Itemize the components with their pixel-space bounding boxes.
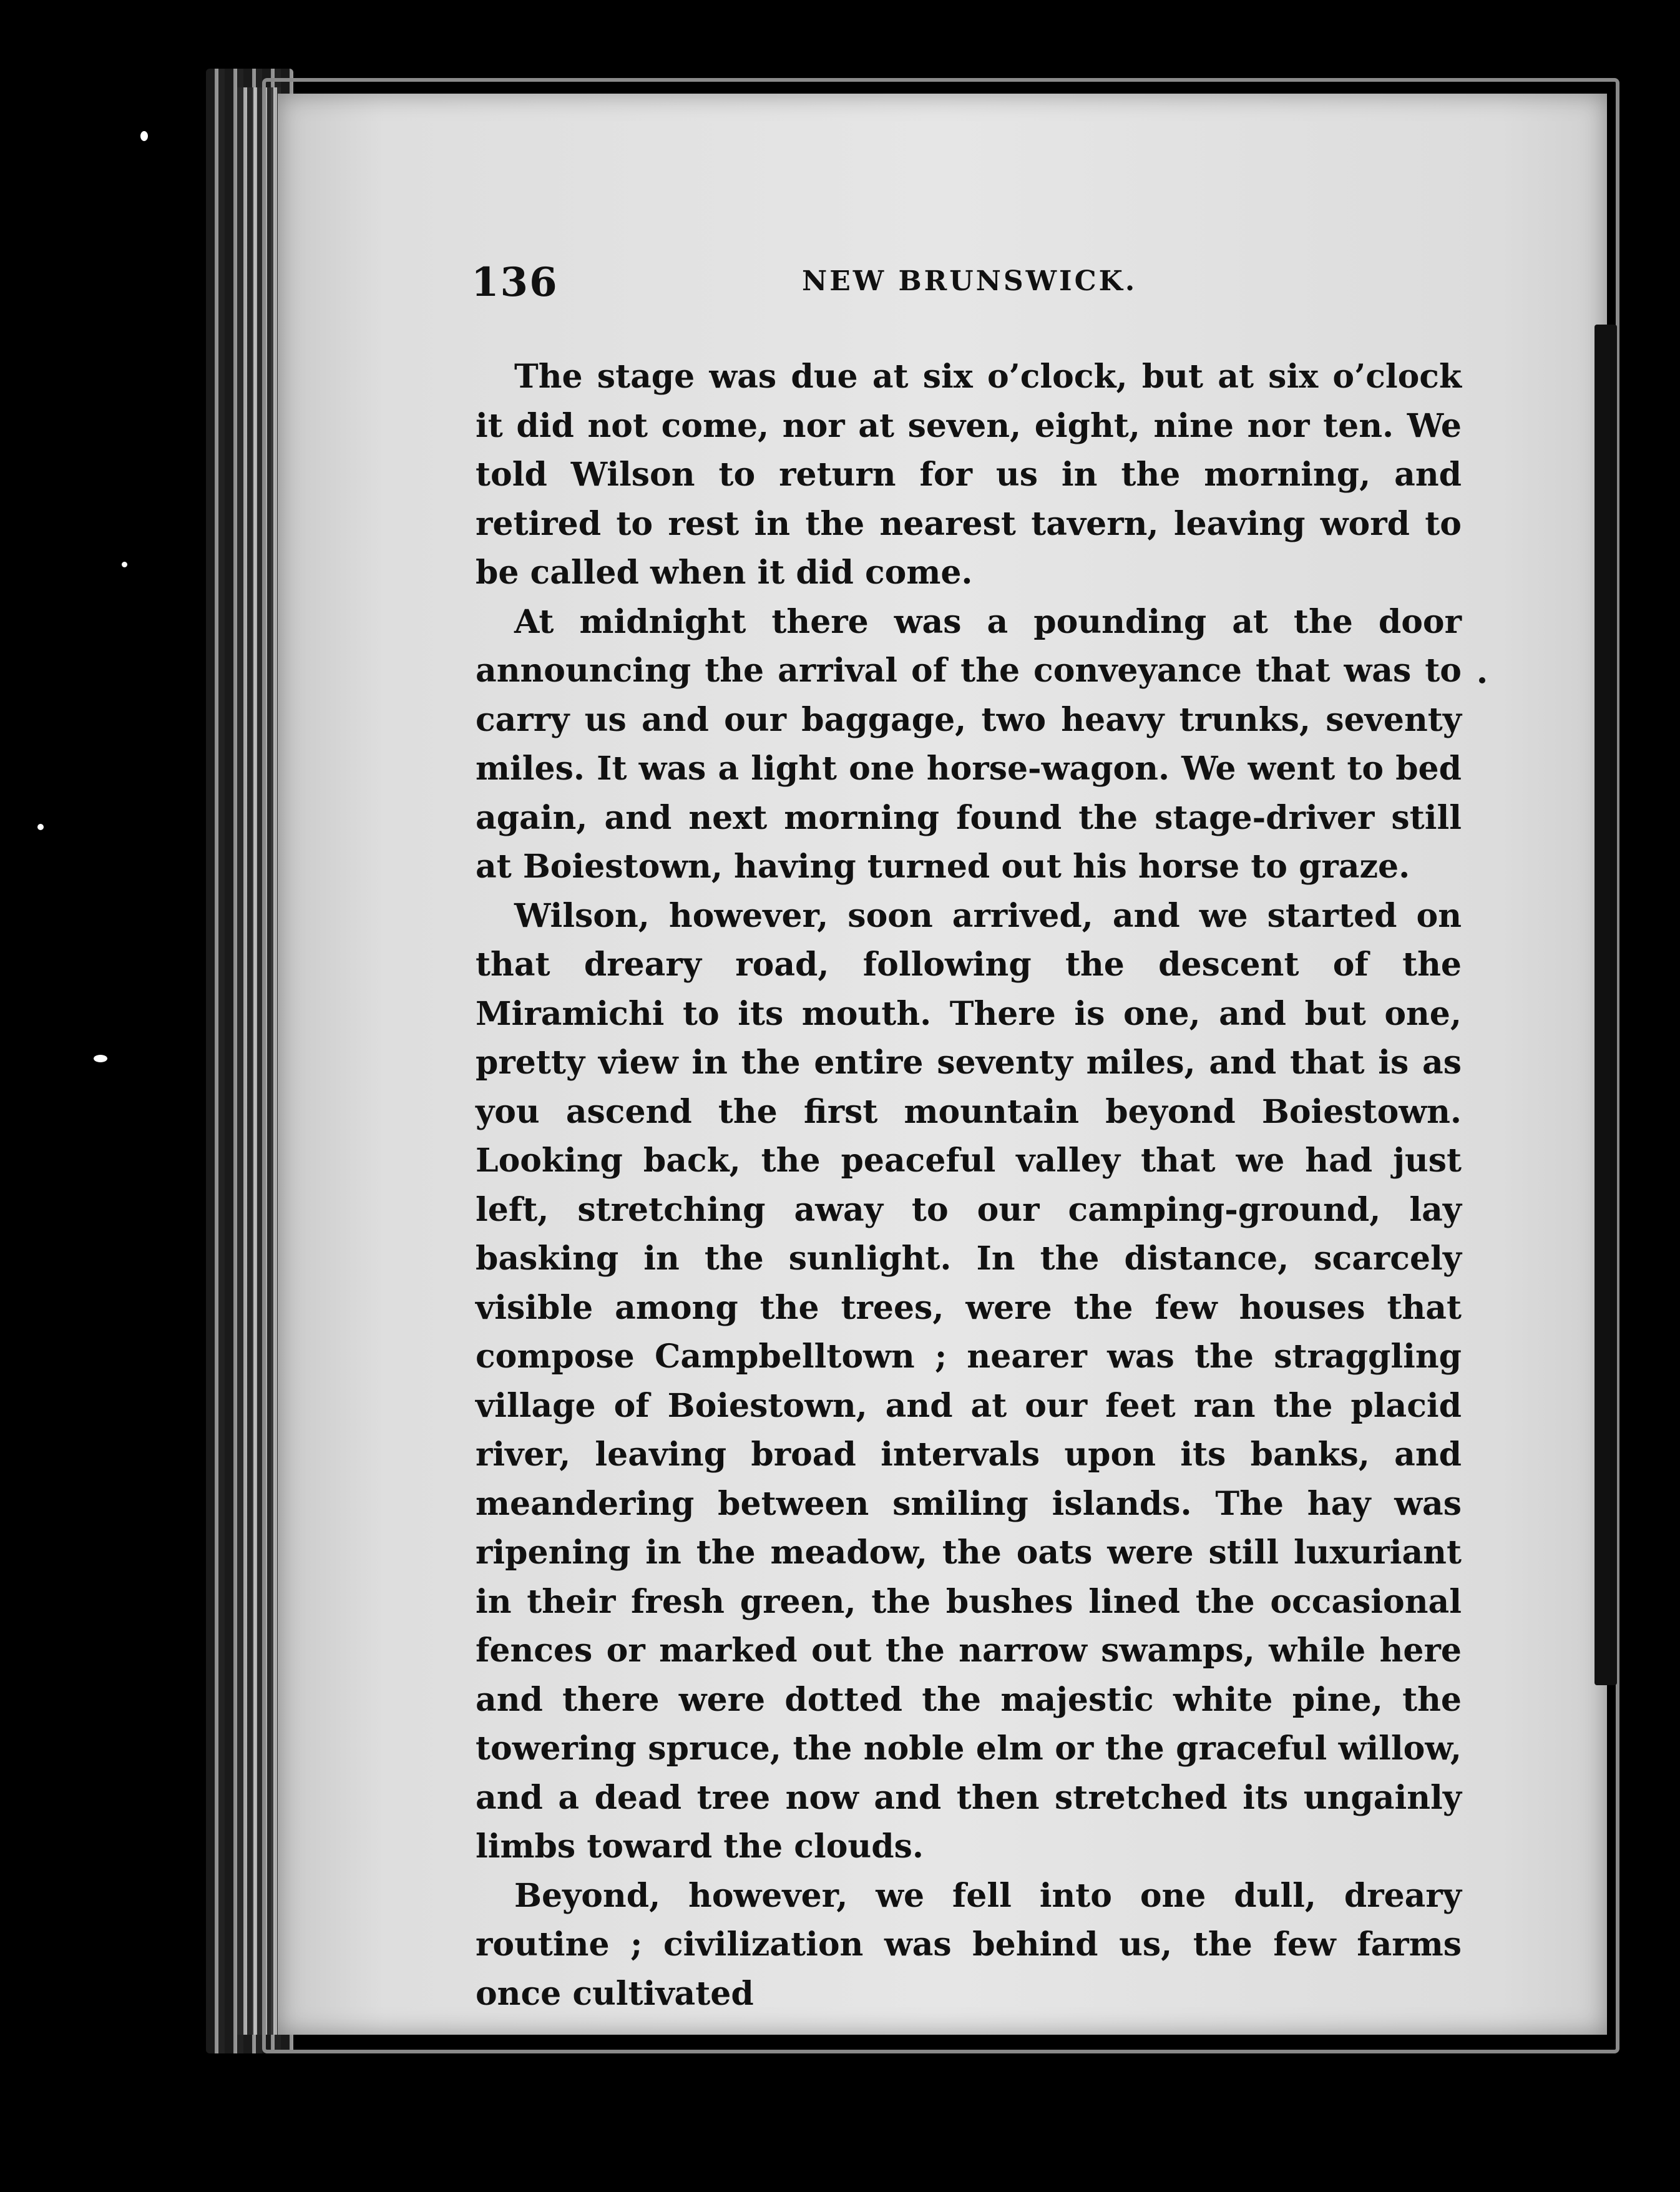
paragraph-1: The stage was due at six o’clock, but at six o’clock it did not come, nor at seven, eight, nine nor ten. We told Wilson to return for us in the morning, and retired to rest in the nearest tavern, leaving word to be called when it did come. [476,358,1462,592]
paragraph-2: At midnight there was a pounding at the door announcing the arrival of the conveyance that was to carry us and our baggage, two heavy trunks, seventy miles. It was a light one horse-wagon. We went to bed again, and next morning found the stage-driver still at Boiestown, having turned out his horse to graze. [476,602,1462,886]
page-header [471,259,1463,315]
scan-speck [37,824,44,830]
scan-speck [122,562,127,567]
scan-speck [1479,677,1485,683]
body-text [476,353,1462,2018]
paragraph-4: Beyond, however, we fell into one dull, dreary routine ; civilization was behind us, the few farms once cultivated [476,1876,1462,2013]
running-head: NEW BRUNSWICK. [802,265,1138,297]
page-number: 136 [471,259,559,306]
scan-speck [94,1055,107,1062]
paragraph-3: Wilson, however, soon arrived, and we started on that dreary road, following the descent of the Miramichi to its mouth. There is one, and but one, pretty view in the entire seventy miles, and that is as you ascend the first mountain beyond Boiestown. Looking back, the peaceful valley that we had just left, stretching away to our camping-ground, lay basking in the sunlight. In the distance, scarcely visible among the trees, were the few houses that compose Campbelltown ; nearer was the straggling village of Boiestown, and at our feet ran the placid river, leaving broad intervals upon its banks, and meandering between smiling islands. The hay was ripening in the meadow, the oats were still luxuriant in their fresh green, the bushes lined the occasional fences or marked out the narrow swamps, while here and there were dotted the majestic white pine, the towering spruce, the noble elm or the graceful willow, and a dead tree now and then stretched its ungainly limbs toward the clouds. [476,896,1462,1866]
scan-speck [140,131,148,141]
facing-page-edge [1595,325,1617,1685]
